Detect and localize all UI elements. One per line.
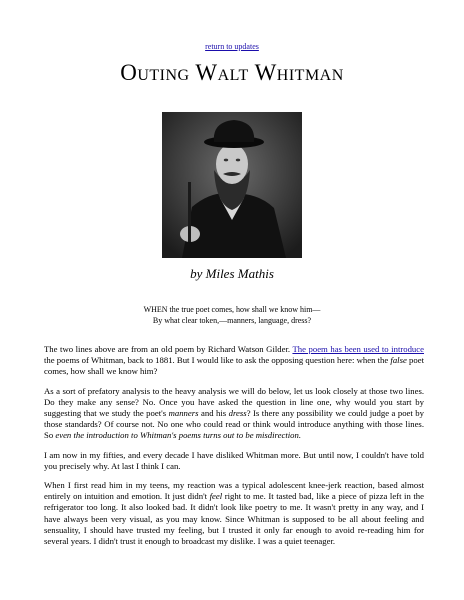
return-to-updates-link[interactable]: return to updates <box>205 42 259 51</box>
page-title: Outing Walt Whitman <box>120 60 344 85</box>
author-byline: by Miles Mathis <box>190 266 274 281</box>
paragraph-4-text-b: right to me. It tasted bad, like a piece of pizza left in the refrigerator too long. It also looked bad. It didn't look like poetry to me. It wasn't pretty in any way, and I have always been very visual, as you may know. Since Whitman is supposed to be all about feeling and sensuality, I should have trusted my feeling, but I trusted it only far enough to avoid re-reading him for several years. I didn't trust it enough to broadcast my dislike. I was a quiet teenager. <box>44 491 424 547</box>
paragraph-4 <box>44 480 424 547</box>
epigraph-line-1: WHEN the true poet comes, how shall we know him— <box>143 305 321 314</box>
paragraph-2-emphasis-manners: manners <box>168 408 199 419</box>
paragraph-1-text-b: the poems of Whitman, back to 1881. But I would like to ask the opposing question here: when the <box>44 355 391 366</box>
paragraph-4-emphasis: feel <box>209 491 223 502</box>
epigraph-line-2: By what clear token,—manners, language, dress? <box>152 316 312 325</box>
paragraph-1-text-a: The two lines above are from an old poem by Richard Watson Gilder. <box>44 344 293 354</box>
paragraph-4-text-a: When I first read him in my teens, my reaction was a typical adolescent knee-jerk reaction, based almost entirely on intuition and emotion. It just didn't <box>44 480 424 502</box>
paragraph-1-text-c: poet comes, how shall we know him? <box>44 355 424 377</box>
paragraph-2-emphasis-dress: dress <box>228 408 247 419</box>
paragraph-2-text-c: ? Is there any possibility we could judge a poet by those standards? Of course not. No one who could read or think would introduce anything with those lines. So <box>44 408 424 441</box>
paragraph-2 <box>44 386 424 442</box>
paragraph-3: I am now in my fifties, and every decade I have disliked Whitman more. But until now, I couldn't have told you precisely why. At last I think I can. <box>44 449 424 471</box>
paragraph-2-text-a: As a sort of prefatory analysis to the heavy analysis we will do below, let us look closely at those two lines. Do they make any sense? No. Once you have asked the question in line one, why would you start by suggesting that we study the poet's <box>44 385 424 419</box>
poem-introduction-link[interactable]: The poem has been used to introduce <box>292 344 424 354</box>
paragraph-2-emphasis-misdirection: even the introduction to Whitman's poems turns out to be misdirection. <box>55 430 302 441</box>
article-body <box>44 344 424 555</box>
epigraph <box>0 304 464 326</box>
paragraph-1-emphasis: false <box>390 355 407 366</box>
whitman-portrait-image <box>162 112 302 258</box>
paragraph-1 <box>44 344 424 378</box>
paragraph-2-text-b: and his <box>198 408 229 419</box>
return-link-container <box>0 42 464 51</box>
